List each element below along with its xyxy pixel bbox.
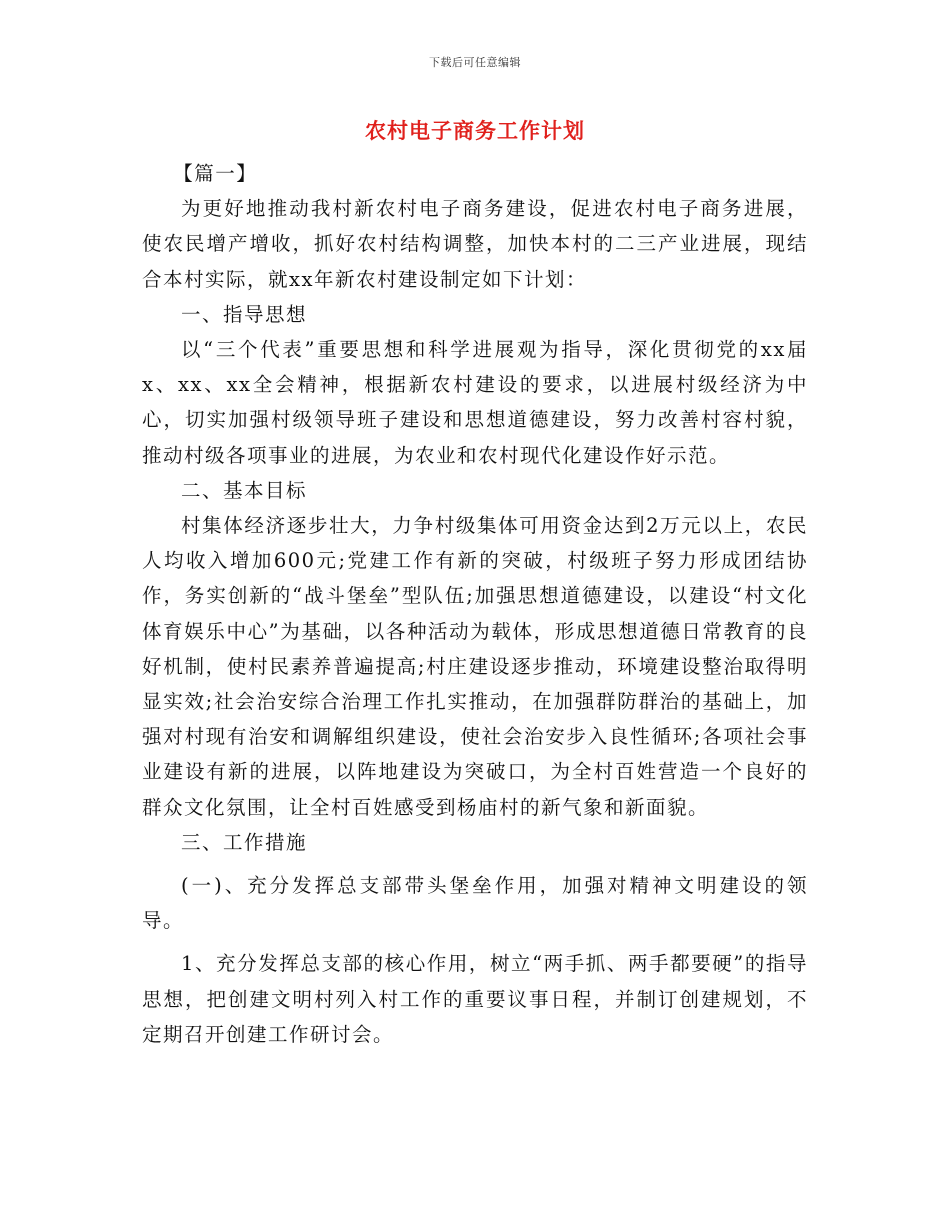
section-label: 【篇一】 — [173, 162, 258, 185]
paragraph-guiding-ideology: 以“三个代表”重要思想和科学进展观为指导，深化贯彻党的xx届x、xx、xx全会精神，根据新农村建设的要求，以进展村级经济为中心，切实加强村级领导班子建设和思想道德建设，努力改善村容村貌，推动村级各项事业的进展，为农业和农村现代化建设作好示范。 — [142, 338, 808, 467]
intro-paragraph: 为更好地推动我村新农村电子商务建设，促进农村电子商务进展，使农民增产增收，抓好农村结构调整，加快本村的二三产业进展，现结合本村实际，就xx年新农村建设制定如下计划： — [142, 197, 808, 291]
document-body — [142, 156, 808, 1052]
paragraph-basic-goals: 村集体经济逐步壮大，力争村级集体可用资金达到2万元以上，农民人均收入增加600元;党建工作有新的突破，村级班子努力形成团结协作，务实创新的“战斗堡垒”型队伍;加强思想道德建设，以建设“村文化体育娱乐中心”为基础，以各种活动为载体，形成思想道德日常教育的良好机制，使村民素养普遍提高;村庄建设逐步推动，环境建设整治取得明显实效;社会治安综合治理工作扎实推动，在加强群防群治的基础上，加强对村现有治安和调解组织建设，使社会治安步入良性循环;各项社会事业建设有新的进展，以阵地建设为突破口，为全村百姓营造一个良好的群众文化氛围，让全村百姓感受到杨庙村的新气象和新面貌。 — [142, 514, 808, 819]
header-note: 下载后可任意编辑 — [429, 56, 521, 69]
document-title: 农村电子商务工作计划 — [365, 118, 585, 143]
heading-guiding-ideology: 一、指导思想 — [181, 302, 308, 326]
paragraph-measure-1: (一)、充分发挥总支部带头堡垒作用，加强对精神文明建设的领导。 — [142, 874, 808, 933]
heading-work-measures: 三、工作措施 — [181, 830, 308, 854]
heading-basic-goals: 二、基本目标 — [181, 478, 308, 502]
paragraph-measure-1-1: 1、充分发挥总支部的核心作用，树立“两手抓、两手都要硬”的指导思想，把创建文明村列入村工作的重要议事日程，并制订创建规划，不定期召开创建工作研讨会。 — [142, 952, 808, 1046]
